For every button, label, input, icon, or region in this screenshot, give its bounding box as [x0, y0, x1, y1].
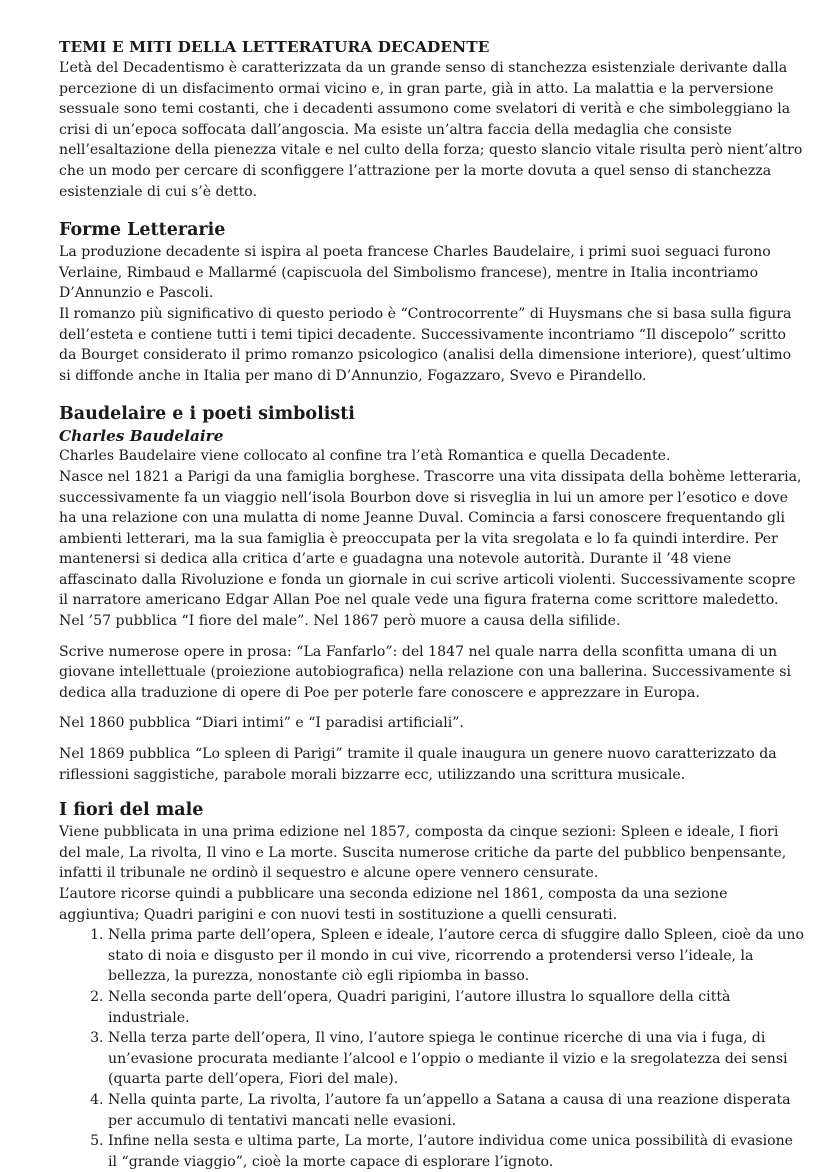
list-item: 1. Nella prima parte dell’opera, Spleen e ideale, l’autore cerca di sfuggire dallo Spleen, cioè da uno stato di noia e disgusto per il mondo in cui vive, ricorrendo a protendersi verso l’ideale, la bellezza, la purezza, nonostante ciò egli ripiomba in basso.	[108, 925, 804, 987]
list-item: 3. Nella terza parte dell’opera, Il vino, l’autore spiega le continue ricerche di una via i fuga, di un’evasione procurata mediante l’alcool e l’oppio o mediante il vizio e la sregolatezza dei sensi (quarta parte dell’opera, Fiori del male).	[108, 1028, 804, 1090]
paragraph-baudelaire-5: Nel 1869 pubblica “Lo spleen di Parigi” tramite il quale inaugura un genere nuovo caratterizzato da riflessioni saggistiche, parabole morali bizzarre ecc, utilizzando una scrittura musicale.	[59, 746, 777, 783]
section-title-baudelaire: Baudelaire e i poeti simbolisti	[59, 404, 355, 425]
section-title-forme: Forme Letterarie	[59, 220, 226, 241]
section-title-temi: TEMI E MITI DELLA LETTERATURA DECADENTE	[59, 38, 490, 56]
paragraph-baudelaire-2: Nasce nel 1821 a Parigi da una famiglia borghese. Trascorre una vita dissipata della bohème letteraria, successivamente fa un viaggio nell’isola Bourbon dove si risveglia in lui un amore per l’esotico e dove ha una relazione con una mulatta di nome Jeanne Duval. Comincia a farsi conoscere frequentando gli ambienti letterari, ma la sua famiglia è preoccupata per la vita sregolata e lo fa quindi interdire. Per mantenersi si dedica alla critica d’arte e guadagna una notevole autorità. Durante il ’48 viene affascinato dalla Rivoluzione e fonda un giornale in cui scrive articoli violenti. Successivamente scopre il narratore americano Edgar Allan Poe nel quale vede una figura fraterna come scrittore maledetto. Nel ’57 pubblica “I fiore del male”. Nel 1867 però muore a causa della sifilide.	[59, 468, 802, 630]
list-item: 2. Nella seconda parte dell’opera, Quadri parigini, l’autore illustra lo squallore della città industriale.	[108, 987, 804, 1028]
paragraph-fiori-1: Viene pubblicata in una prima edizione nel 1857, composta da cinque sezioni: Spleen e ideale, I fiori del male, La rivolta, Il vino e La morte. Suscita numerose critiche da parte del pubblico benpensante, infatti il tribunale ne ordinò il sequestro e alcune opere vennero censurate.	[59, 824, 787, 882]
paragraph-forme-2: Il romanzo più significativo di questo periodo è “Controcorrente” di Huysmans che si basa sulla figura dell’esteta e contiene tutti i temi tipici decadente. Successivamente incontriamo “Il discepolo” scritto da Bourget considerato il primo romanzo psicologico (analisi della dimensione interiore), quest’ultimo si diffonde anche in Italia per mano di D’Annunzio, Fogazzaro, Svevo e Pirandello.	[59, 305, 792, 384]
document-page	[59, 36, 804, 1172]
paragraph-baudelaire-1: Charles Baudelaire viene collocato al confine tra l’età Romantica e quella Decadente.	[59, 448, 671, 465]
paragraph-temi: L’età del Decadentismo è caratterizzata da un grande senso di stanchezza esistenziale derivante dalla percezione di un disfacimento ormai vicino e, in gran parte, già in atto. La malattia e la perversione sessuale sono temi costanti, che i decadenti assumono come svelatori di verità e che simboleggiano la crisi di un’epoca soffocata dall’angoscia. Ma esiste un’altra faccia della medaglia che consiste nell’esaltazione della pienezza vitale e nel culto della forza; questo slancio vitale risulta però nient’altro che un modo per cercare di sconfiggere l’attrazione per la morte dovuta a quel senso di stanchezza esistenziale di cui s’è detto.	[59, 60, 803, 200]
paragraph-baudelaire-4: Nel 1860 pubblica “Diari intimi” e “I paradisi artificiali”.	[59, 715, 464, 732]
paragraph-fiori-2: L’autore ricorse quindi a pubblicare una seconda edizione nel 1861, composta da una sezione aggiuntiva; Quadri parigini e con nuovi testi in sostituzione a quelli censurati.	[59, 886, 728, 923]
list-item: 4. Nella quinta parte, La rivolta, l’autore fa un’appello a Satana a causa di una reazione disperata per accumulo di tentativi mancati nelle evasioni.	[108, 1090, 804, 1131]
paragraph-baudelaire-3: Scrive numerose opere in prosa: “La Fanfarlo”: del 1847 nel quale narra della sconfitta umana di un giovane intellettuale (proiezione autobiografica) nella relazione con una ballerina. Successivamente si dedica alla traduzione di opere di Poe per poterle fare conoscere e apprezzare in Europa.	[59, 643, 792, 701]
paragraph-forme-1: La produzione decadente si ispira al poeta francese Charles Baudelaire, i primi suoi seguaci furono Verlaine, Rimbaud e Mallarmé (capiscuola del Simbolismo francese), mentre in Italia incontriamo D’Annunzio e Pascoli.	[59, 244, 771, 302]
section-title-fiori: I fiori del male	[59, 800, 204, 821]
fiori-parts-list	[59, 925, 804, 1172]
list-item: 5. Infine nella sesta e ultima parte, La morte, l’autore individua come unica possibilità di evasione il “grande viaggio”, cioè la morte capace di esplorare l’ignoto.	[108, 1131, 804, 1172]
subtitle-charles-baudelaire: Charles Baudelaire	[59, 427, 224, 446]
